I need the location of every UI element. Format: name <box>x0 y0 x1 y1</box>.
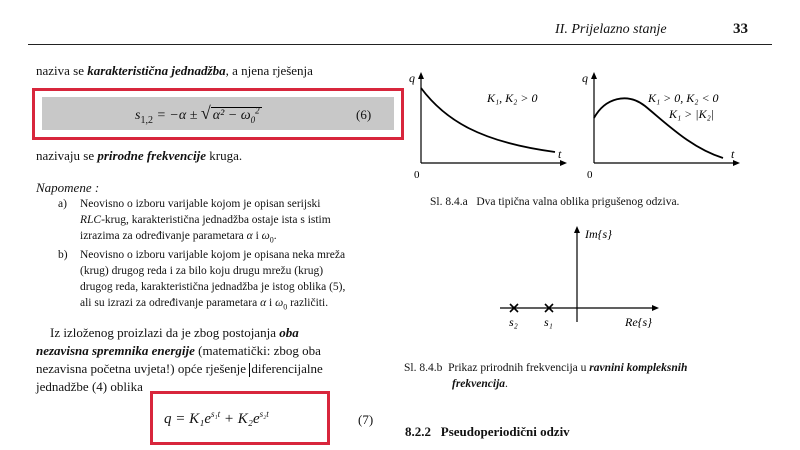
figure-8-4-a <box>405 62 745 187</box>
caption-b-term-1: ravnini kompleksnih <box>589 362 688 374</box>
note-a-l3-pre: izrazima za određivanje parametara <box>80 230 247 242</box>
plot-2-ylabel: q <box>582 71 588 85</box>
eq6-radicand <box>211 107 262 123</box>
caption-b-pre: Prikaz prirodnih frekvencija u <box>448 362 590 374</box>
intro-prefix: naziva se <box>36 63 88 78</box>
plot-2 <box>582 71 740 181</box>
para-line-3 <box>36 360 390 378</box>
plot-1-xlabel: t <box>558 147 562 161</box>
chapter-title: II. Prijelazno stanje <box>555 22 667 37</box>
note-b-line-1: Neovisno o izboru varijable kojom je opisana neka mreža <box>80 249 346 261</box>
eq7-term-2: + K₂e <box>220 411 260 427</box>
intro-suffix: , a njena rješenja <box>225 63 313 78</box>
note-b-l4-pre: ali su izrazi za određivanje parametara <box>80 297 261 309</box>
caption-8-4-a <box>430 194 679 210</box>
eq6-rad-sup: 2 <box>255 105 260 116</box>
plot-1-origin: 0 <box>414 169 420 181</box>
notes-title: Napomene : <box>36 180 100 195</box>
plot-1-ylabel: q <box>409 71 415 85</box>
eq6-rad: α² − ω <box>212 108 251 123</box>
natural-term: prirodne frekvencije <box>97 148 207 163</box>
note-a-label: a) <box>58 198 67 210</box>
intro-line <box>36 62 313 80</box>
note-b-alpha: α <box>260 297 267 309</box>
note-a-l3-end: . <box>273 230 277 242</box>
figure-8-4-b <box>495 222 665 332</box>
plot-1 <box>409 71 567 181</box>
caption-8-4-b <box>404 360 744 392</box>
eq6-mid: = −α ± <box>152 108 201 123</box>
eq7-term-1: q = K₁e <box>164 411 211 427</box>
section-title: Pseudoperiodični odziv <box>440 424 570 439</box>
eq6-sub: 1,2 <box>140 114 153 126</box>
note-b-l4-end: različiti. <box>287 297 329 309</box>
note-b-l4-mid: i <box>266 297 276 309</box>
note-b-label: b) <box>58 249 68 261</box>
para-line-1 <box>36 324 390 342</box>
note-b <box>80 247 385 315</box>
plot-2-legend-line-2: K₁ > |K₂| <box>669 107 715 121</box>
note-a <box>80 196 385 248</box>
main-paragraph <box>36 324 390 396</box>
caption-b-line-1 <box>404 360 744 376</box>
eq6-rad-sub: 0 <box>250 114 256 125</box>
para-l1-pre: Iz izloženog proizlazi da je zbog postojanja <box>50 325 280 340</box>
para-l3-post: diferencijalne <box>251 361 323 376</box>
natural-line <box>36 147 242 165</box>
caption-b-term-2: frekvencija <box>452 378 506 390</box>
para-l3-pre: nezavisna početna uvjeta!) opće rješenje <box>36 361 250 376</box>
natural-prefix: nazivaju se <box>36 148 98 163</box>
plot-2-xlabel: t <box>731 147 735 161</box>
equation-7-number: (7) <box>358 412 374 427</box>
note-a-l3-mid: i <box>252 230 262 242</box>
note-a-alpha: α <box>246 230 253 242</box>
para-l1-term: oba <box>279 325 299 340</box>
para-l2-term: nezavisna spremnika energije <box>36 343 195 358</box>
note-a-line-2 <box>80 212 385 228</box>
im-axis-arrow-icon <box>574 226 580 233</box>
note-a-omega: ω <box>261 230 270 242</box>
plot-2-y-arrow-icon <box>591 72 597 79</box>
para-line-4: jednadžbe (4) oblika <box>36 379 143 394</box>
root-s2-label: s₂ <box>509 315 518 329</box>
eq6-lhs: s <box>135 108 141 123</box>
para-line-2 <box>36 342 390 360</box>
note-b-line-3: drugog reda, karakteristična jednadžba je istog oblika (5), <box>80 281 346 293</box>
im-label: Im{s} <box>585 227 612 241</box>
caption-b-line-2 <box>404 376 744 392</box>
equation-7 <box>164 409 269 428</box>
equation-6 <box>135 103 262 126</box>
note-a-l2-rest: -krug, karakteristična jednadžba ostaje ista s istim <box>101 214 331 226</box>
header-rule <box>28 44 772 45</box>
note-a-rlc: RLC <box>80 214 102 226</box>
page-number: 33 <box>733 21 748 37</box>
plot-1-y-arrow-icon <box>418 72 424 79</box>
note-a-sub: 0 <box>269 235 274 245</box>
eq7-exp-1: s₁t <box>211 409 221 419</box>
note-a-line-1: Neovisno o izboru varijable kojom je opisan serijski <box>80 198 321 210</box>
intro-term: karakteristična jednadžba <box>87 63 226 78</box>
plot-2-origin: 0 <box>587 169 593 181</box>
para-l2-rest: (matematički: zbog oba <box>194 343 321 358</box>
plot-1-legend: K₁, K₂ > 0 <box>487 91 538 105</box>
re-axis-arrow-icon <box>652 305 659 311</box>
eq7-exp-2: s₂t <box>259 409 269 419</box>
equation-6-number: (6) <box>356 107 372 122</box>
note-b-line-2: (krug) drugog reda i za bilo koju drugu mrežu (krug) <box>80 265 324 277</box>
plot-2-legend-line-1: K₁ > 0, K₂ < 0 <box>648 91 719 105</box>
caption-b-end: . <box>505 378 508 390</box>
caption-b-label: Sl. 8.4.b <box>404 362 443 374</box>
section-number: 8.2.2 <box>405 424 431 439</box>
note-a-line-3 <box>80 228 385 248</box>
caption-a-label: Sl. 8.4.a <box>430 196 468 208</box>
sqrt-icon: √ <box>200 103 211 123</box>
note-b-sub: 0 <box>283 302 288 312</box>
note-b-omega: ω <box>275 297 284 309</box>
re-label: Re{s} <box>625 315 652 329</box>
natural-suffix: kruga. <box>206 148 243 163</box>
root-s1-label: s₁ <box>544 315 553 329</box>
section-heading <box>405 424 570 440</box>
caption-a-text: Dva tipična valna oblika prigušenog odziva. <box>476 196 680 208</box>
note-b-line-4 <box>80 295 385 315</box>
